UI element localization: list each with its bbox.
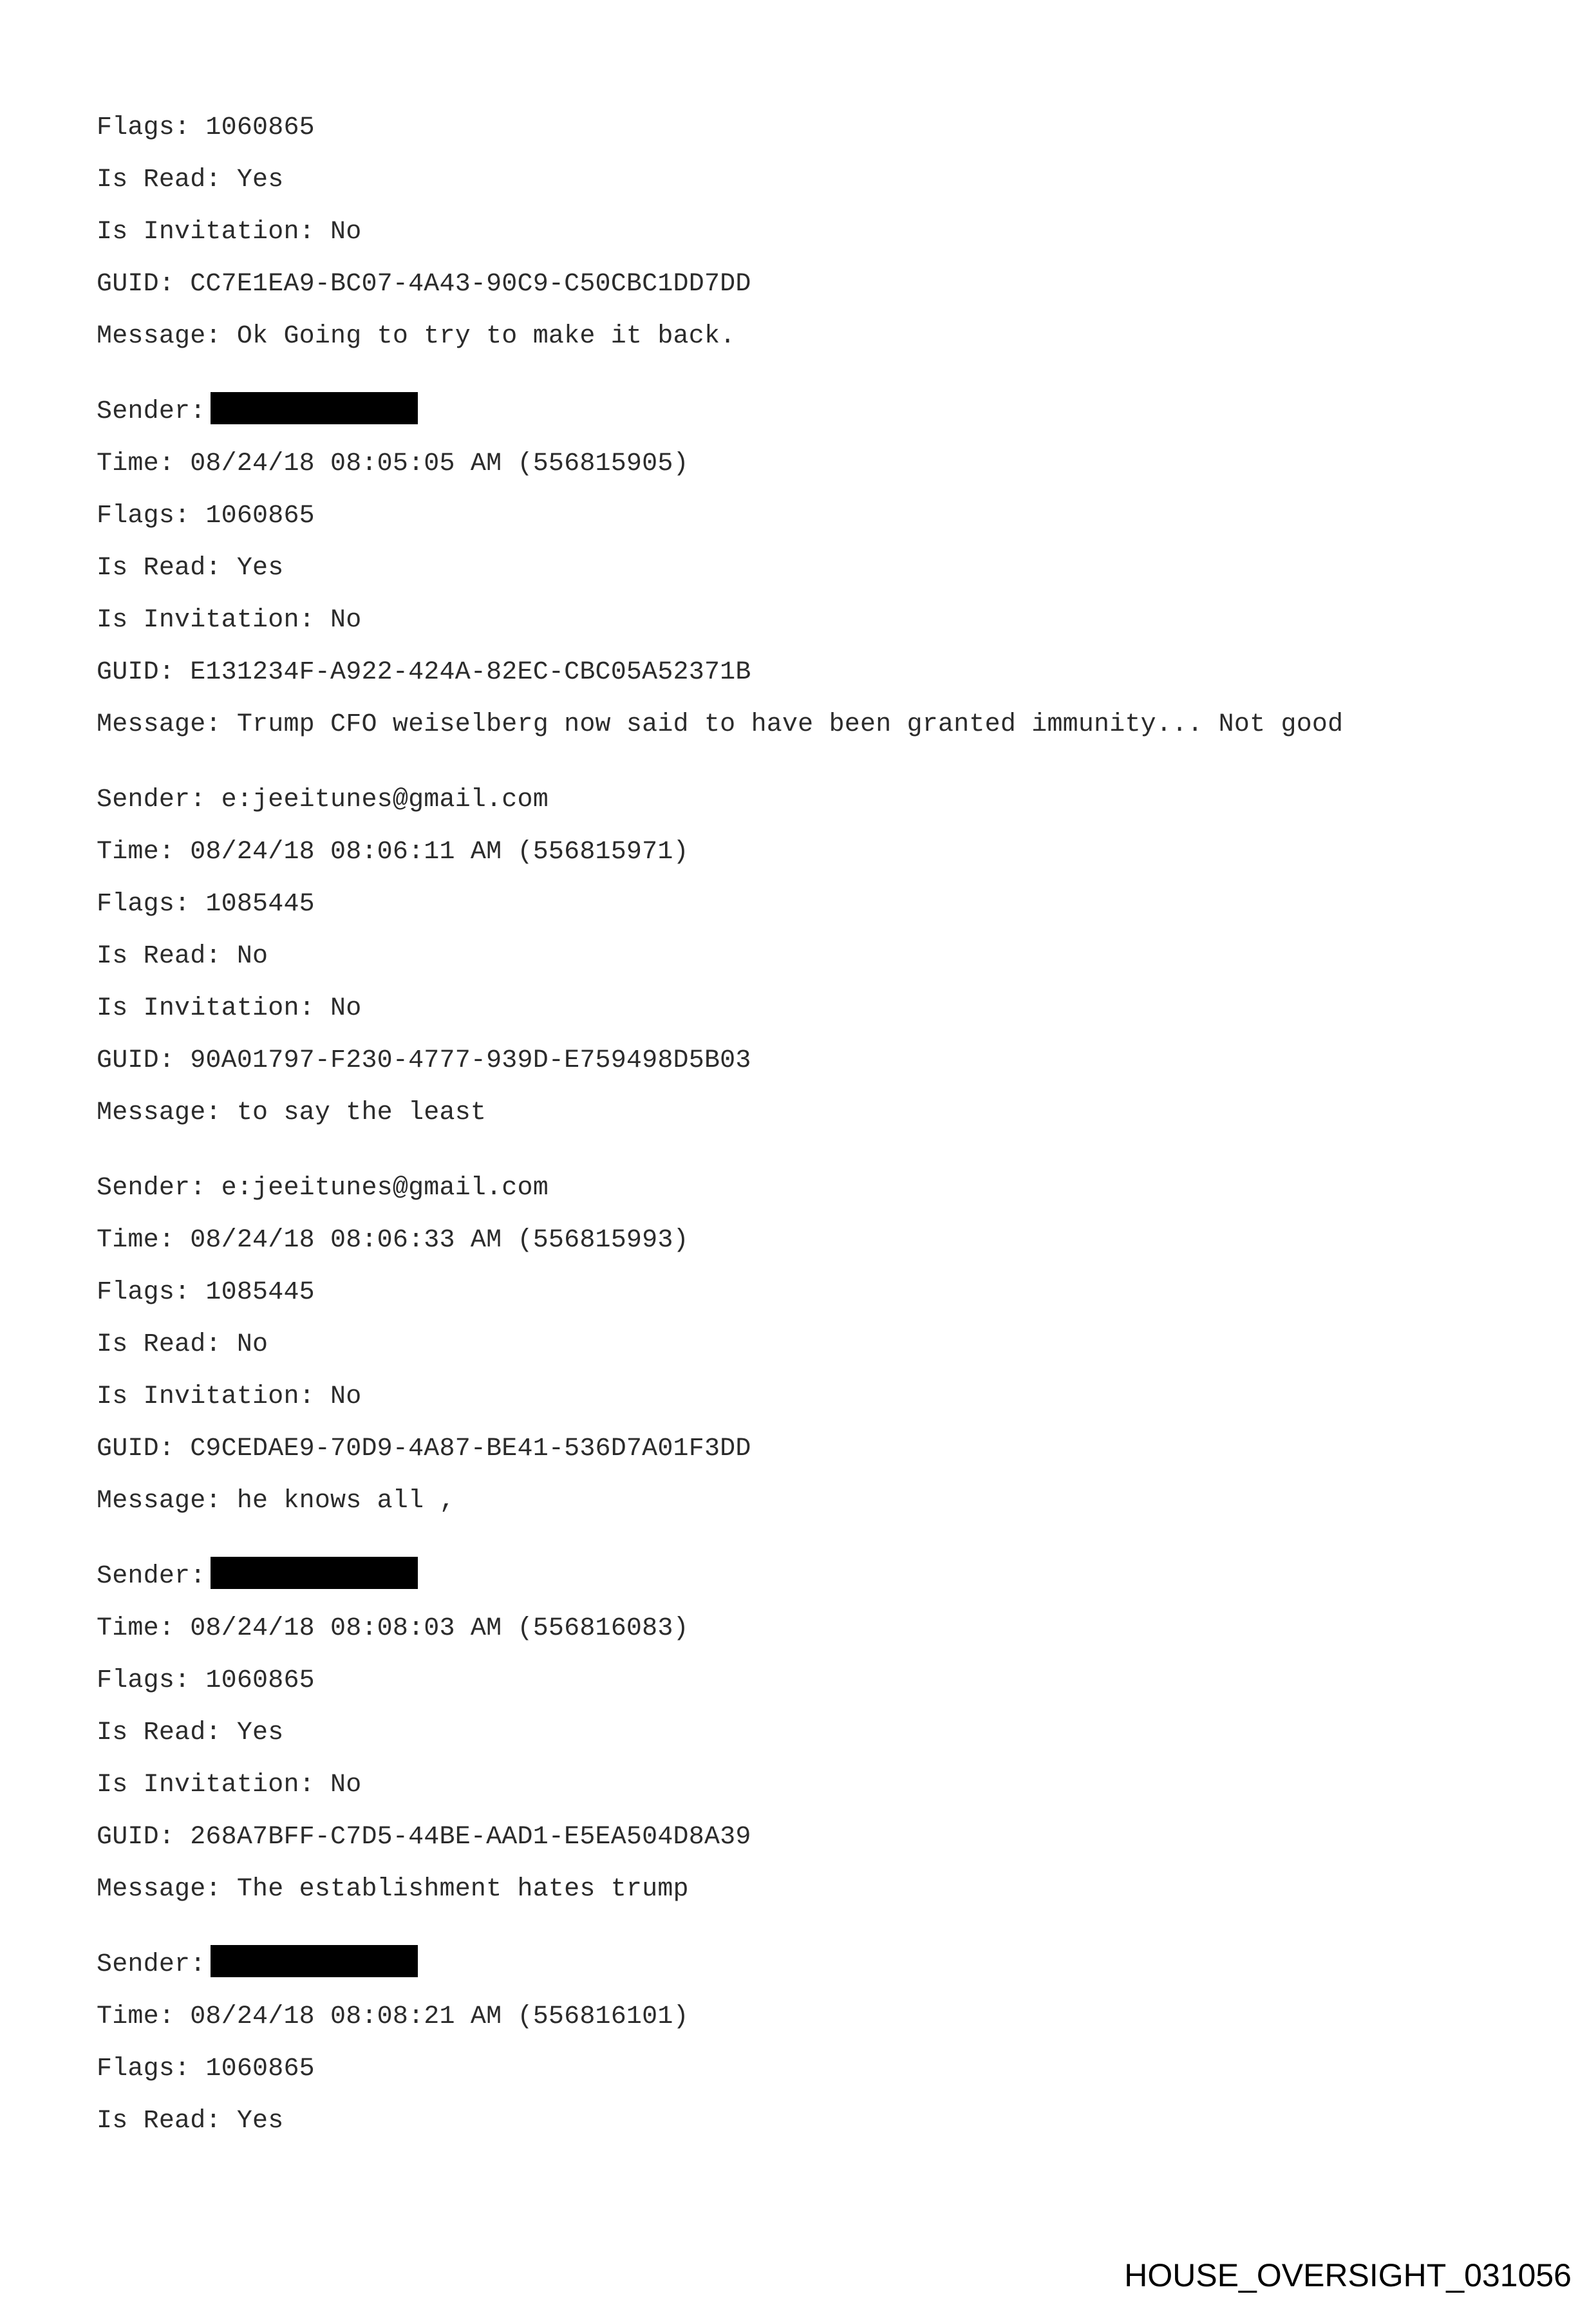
is-invitation-field: Is Invitation: No	[97, 994, 362, 1023]
sender-label: Sender:	[97, 1950, 206, 1979]
is-read-field: Is Read: Yes	[97, 2107, 284, 2136]
message-field: Message: Trump CFO weiselberg now said to have been granted immunity... Not good	[97, 710, 1344, 739]
is-invitation-field: Is Invitation: No	[97, 1382, 362, 1411]
flags-field: Flags: 1060865	[97, 502, 315, 531]
is-invitation-field: Is Invitation: No	[97, 218, 362, 247]
time-field: Time: 08/24/18 08:05:05 AM (556815905)	[97, 449, 689, 478]
sender-label: Sender:	[97, 397, 206, 426]
guid-field: GUID: 90A01797-F230-4777-939D-E759498D5B03	[97, 1046, 751, 1075]
is-read-field: Is Read: No	[97, 942, 268, 971]
message-record	[97, 102, 1513, 362]
flags-field: Flags: 1060865	[97, 1666, 315, 1695]
flags-field: Flags: 1085445	[97, 890, 315, 919]
guid-field: GUID: C9CEDAE9-70D9-4A87-BE41-536D7A01F3DD	[97, 1434, 751, 1463]
is-read-field: Is Read: Yes	[97, 165, 284, 194]
guid-field: GUID: E131234F-A922-424A-82EC-CBC05A52371B	[97, 658, 751, 687]
message-record	[97, 1550, 1513, 1915]
message-field: Message: to say the least	[97, 1098, 487, 1127]
sender-field: Sender: e:jeeitunes@gmail.com	[97, 785, 549, 814]
message-field: Message: he knows all ,	[97, 1487, 455, 1516]
time-field: Time: 08/24/18 08:08:21 AM (556816101)	[97, 2002, 689, 2031]
sender-field	[97, 386, 1513, 438]
message-record	[97, 1162, 1513, 1527]
sender-field	[97, 1550, 1513, 1603]
is-read-field: Is Read: Yes	[97, 554, 284, 583]
message-field: Message: Ok Going to try to make it back.	[97, 322, 736, 351]
time-field: Time: 08/24/18 08:06:11 AM (556815971)	[97, 838, 689, 867]
flags-field: Flags: 1060865	[97, 113, 315, 142]
message-record	[97, 774, 1513, 1139]
message-field: Message: The establishment hates trump	[97, 1875, 689, 1904]
sender-label: Sender:	[97, 1562, 206, 1591]
flags-field: Flags: 1060865	[97, 2054, 315, 2083]
message-record	[97, 1939, 1513, 2147]
guid-field: GUID: 268A7BFF-C7D5-44BE-AAD1-E5EA504D8A39	[97, 1823, 751, 1852]
redaction-bar	[211, 1557, 418, 1589]
time-field: Time: 08/24/18 08:08:03 AM (556816083)	[97, 1614, 689, 1643]
redaction-bar	[211, 392, 418, 424]
bates-number: HOUSE_OVERSIGHT_031056	[1124, 2257, 1572, 2293]
redaction-bar	[211, 1945, 418, 1977]
guid-field: GUID: CC7E1EA9-BC07-4A43-90C9-C50CBC1DD7DD	[97, 270, 751, 299]
is-invitation-field: Is Invitation: No	[97, 1771, 362, 1800]
flags-field: Flags: 1085445	[97, 1278, 315, 1307]
sender-field: Sender: e:jeeitunes@gmail.com	[97, 1174, 549, 1203]
message-record	[97, 386, 1513, 751]
is-invitation-field: Is Invitation: No	[97, 606, 362, 635]
is-read-field: Is Read: Yes	[97, 1718, 284, 1747]
is-read-field: Is Read: No	[97, 1330, 268, 1359]
sender-field	[97, 1939, 1513, 1991]
message-log	[97, 102, 1513, 2147]
time-field: Time: 08/24/18 08:06:33 AM (556815993)	[97, 1226, 689, 1255]
